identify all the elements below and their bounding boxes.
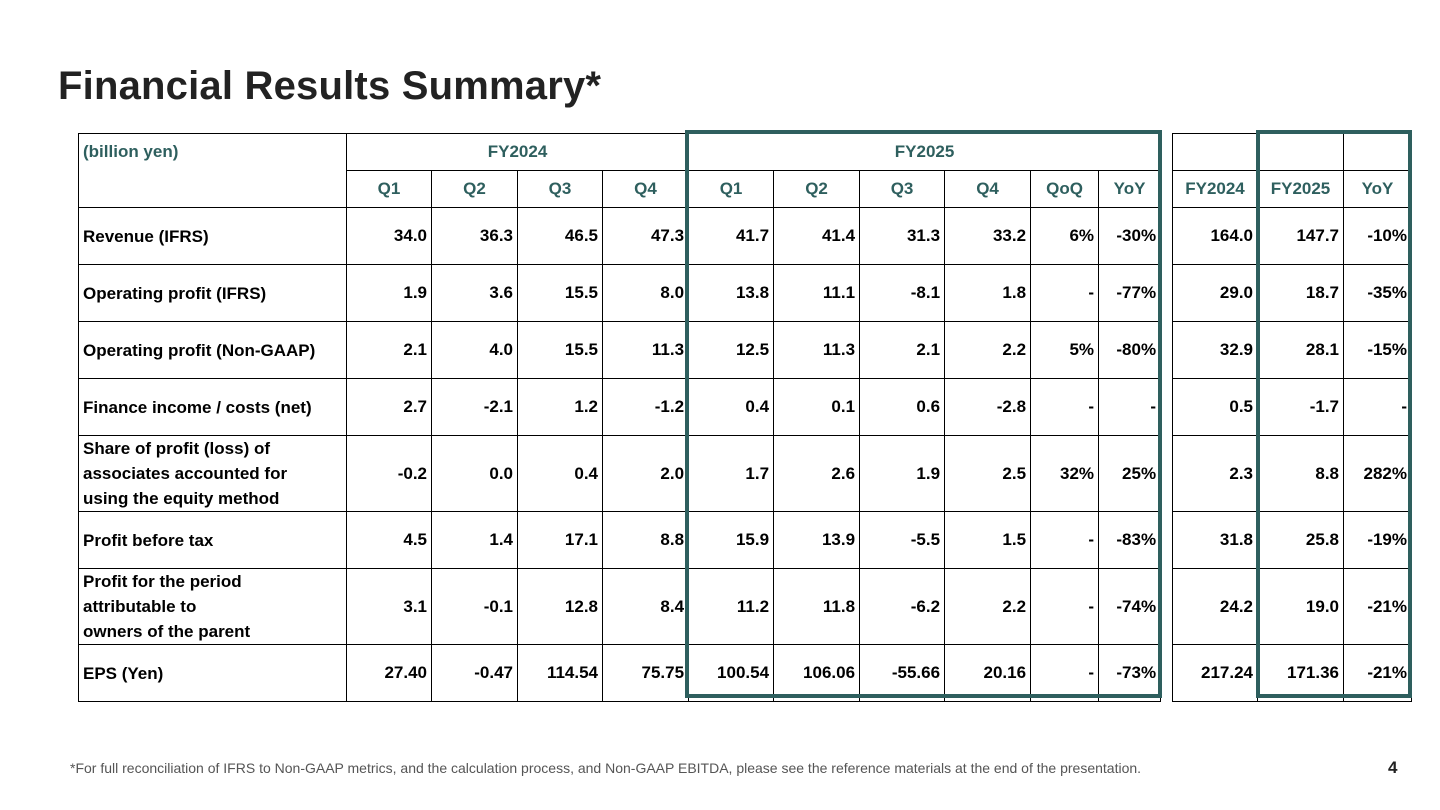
table-cell: -74% [1099,569,1161,645]
table-cell: 33.2 [945,208,1031,265]
column-header: Q3 [518,171,603,208]
annual-table-row [1173,379,1412,436]
annual-header-top-cell [1344,134,1412,171]
header-blank-cell [79,171,347,208]
table-cell: -80% [1099,322,1161,379]
annual-table-cell: -19% [1344,512,1412,569]
annual-table-row [1173,265,1412,322]
table-cell: -2.8 [945,379,1031,436]
table-cell: -77% [1099,265,1161,322]
table-cell: 2.7 [347,379,432,436]
annual-table-row [1173,512,1412,569]
annual-table-cell: 18.7 [1258,265,1344,322]
table-cell: -1.2 [603,379,689,436]
row-label [79,569,347,645]
table-cell: 2.2 [945,569,1031,645]
table-cell: 11.3 [603,322,689,379]
row-label: EPS (Yen) [79,645,347,702]
table-cell: 2.6 [774,436,860,512]
annual-table-row [1173,569,1412,645]
table-cell: 12.5 [689,322,774,379]
table-cell: 11.1 [774,265,860,322]
annual-table-row [1173,436,1412,512]
table-cell: 11.8 [774,569,860,645]
table-cell: 4.5 [347,512,432,569]
annual-table-cell: -15% [1344,322,1412,379]
table-row [79,265,1161,322]
table-cell: -73% [1099,645,1161,702]
annual-column-header: FY2025 [1258,171,1344,208]
annual-table-cell: 282% [1344,436,1412,512]
annual-column-header: YoY [1344,171,1412,208]
annual-table-cell: 25.8 [1258,512,1344,569]
row-label-line: attributable to [83,597,197,616]
table-cell: 100.54 [689,645,774,702]
table-cell: 41.4 [774,208,860,265]
annual-table-cell: 171.36 [1258,645,1344,702]
row-label-line: Profit for the period [83,572,242,591]
table-cell: 13.8 [689,265,774,322]
table-row [79,322,1161,379]
row-label: Profit before tax [79,512,347,569]
table-cell: 0.4 [518,436,603,512]
table-cell: -0.47 [432,645,518,702]
annual-table-cell: 19.0 [1258,569,1344,645]
table-cell: 46.5 [518,208,603,265]
table-cell: 2.2 [945,322,1031,379]
annual-column-header: FY2024 [1173,171,1258,208]
annual-table-cell: 29.0 [1173,265,1258,322]
footnote: *For full reconciliation of IFRS to Non-GAAP metrics, and the calculation process, and Non-GAAP EBITDA, please see the reference materials at the end of the presentation. [70,760,1142,776]
row-label-line: associates accounted for [83,464,288,483]
annual-table-cell: 32.9 [1173,322,1258,379]
table-cell: 13.9 [774,512,860,569]
table-cell: 11.3 [774,322,860,379]
row-label: Operating profit (IFRS) [79,265,347,322]
table-cell: 2.5 [945,436,1031,512]
table-cell: 2.1 [860,322,945,379]
table-cell: 2.1 [347,322,432,379]
table-cell: 20.16 [945,645,1031,702]
table-cell: 25% [1099,436,1161,512]
table-row [79,645,1161,702]
table-cell: 2.0 [603,436,689,512]
table-cell: - [1031,569,1099,645]
table-cell: 3.1 [347,569,432,645]
unit-label: (billion yen) [79,134,347,171]
annual-table-cell: 28.1 [1258,322,1344,379]
annual-table-cell: 164.0 [1173,208,1258,265]
table-cell: - [1031,265,1099,322]
row-label: Finance income / costs (net) [79,379,347,436]
table-cell: 1.4 [432,512,518,569]
table-cell: 4.0 [432,322,518,379]
annual-table-cell: -10% [1344,208,1412,265]
table-cell: 0.0 [432,436,518,512]
row-label-line: Share of profit (loss) of [83,439,270,458]
annual-table-cell: -21% [1344,645,1412,702]
table-cell: 8.0 [603,265,689,322]
table-cell: 0.4 [689,379,774,436]
row-label: Operating profit (Non-GAAP) [79,322,347,379]
table-cell: 15.5 [518,322,603,379]
annual-table-cell: 24.2 [1173,569,1258,645]
column-header: YoY [1099,171,1161,208]
annual-table-cell: -1.7 [1258,379,1344,436]
table-cell: 1.2 [518,379,603,436]
table-cell: -0.2 [347,436,432,512]
annual-table-cell: - [1344,379,1412,436]
row-label: Revenue (IFRS) [79,208,347,265]
row-label-line: owners of the parent [83,622,251,641]
table-cell: 11.2 [689,569,774,645]
annual-table-cell: 0.5 [1173,379,1258,436]
table-cell: 34.0 [347,208,432,265]
table-cell: 1.7 [689,436,774,512]
annual-table-cell: -35% [1344,265,1412,322]
table-cell: 1.5 [945,512,1031,569]
table-cell: 32% [1031,436,1099,512]
table-row [79,436,1161,512]
column-header: Q2 [774,171,860,208]
annual-header-top-cell [1258,134,1344,171]
table-cell: 15.5 [518,265,603,322]
table-cell: 1.9 [860,436,945,512]
table-cell: 17.1 [518,512,603,569]
column-header: Q1 [689,171,774,208]
table-cell: - [1031,512,1099,569]
table-cell: 0.1 [774,379,860,436]
table-cell: 1.9 [347,265,432,322]
table-cell: 3.6 [432,265,518,322]
annual-table-cell: 31.8 [1173,512,1258,569]
table-cell: 36.3 [432,208,518,265]
annual-results-table [1172,133,1412,702]
annual-table-row [1173,645,1412,702]
table-cell: - [1099,379,1161,436]
table-cell: 47.3 [603,208,689,265]
table-cell: 1.8 [945,265,1031,322]
table-cell: 27.40 [347,645,432,702]
table-cell: 75.75 [603,645,689,702]
table-cell: -5.5 [860,512,945,569]
annual-header-top-cell [1173,134,1258,171]
column-header: Q4 [603,171,689,208]
annual-table-cell: 217.24 [1173,645,1258,702]
annual-table-cell: 147.7 [1258,208,1344,265]
row-label-line: using the equity method [83,489,280,508]
annual-table-row [1173,208,1412,265]
table-cell: -6.2 [860,569,945,645]
table-cell: 31.3 [860,208,945,265]
group-header-fy2025: FY2025 [689,134,1161,171]
column-header: Q1 [347,171,432,208]
quarterly-results-table [78,133,1161,702]
page-title: Financial Results Summary* [58,64,602,108]
table-cell: -8.1 [860,265,945,322]
table-cell: -2.1 [432,379,518,436]
page-number: 4 [1388,758,1398,777]
annual-table-cell: 2.3 [1173,436,1258,512]
table-row [79,379,1161,436]
annual-table-cell: 8.8 [1258,436,1344,512]
row-label [79,436,347,512]
table-cell: 8.8 [603,512,689,569]
annual-table-row [1173,322,1412,379]
table-cell: -0.1 [432,569,518,645]
table-row [79,208,1161,265]
column-header: Q4 [945,171,1031,208]
table-row [79,569,1161,645]
table-cell: -30% [1099,208,1161,265]
column-header: QoQ [1031,171,1099,208]
table-cell: 114.54 [518,645,603,702]
table-cell: - [1031,645,1099,702]
table-row [79,512,1161,569]
column-header: Q3 [860,171,945,208]
table-cell: 41.7 [689,208,774,265]
annual-table-cell: -21% [1344,569,1412,645]
group-header-fy2024: FY2024 [347,134,689,171]
table-cell: 106.06 [774,645,860,702]
table-cell: 0.6 [860,379,945,436]
table-cell: 15.9 [689,512,774,569]
table-cell: 6% [1031,208,1099,265]
table-cell: 12.8 [518,569,603,645]
table-cell: -55.66 [860,645,945,702]
table-cell: 5% [1031,322,1099,379]
table-cell: -83% [1099,512,1161,569]
table-cell: 8.4 [603,569,689,645]
table-cell: - [1031,379,1099,436]
column-header: Q2 [432,171,518,208]
